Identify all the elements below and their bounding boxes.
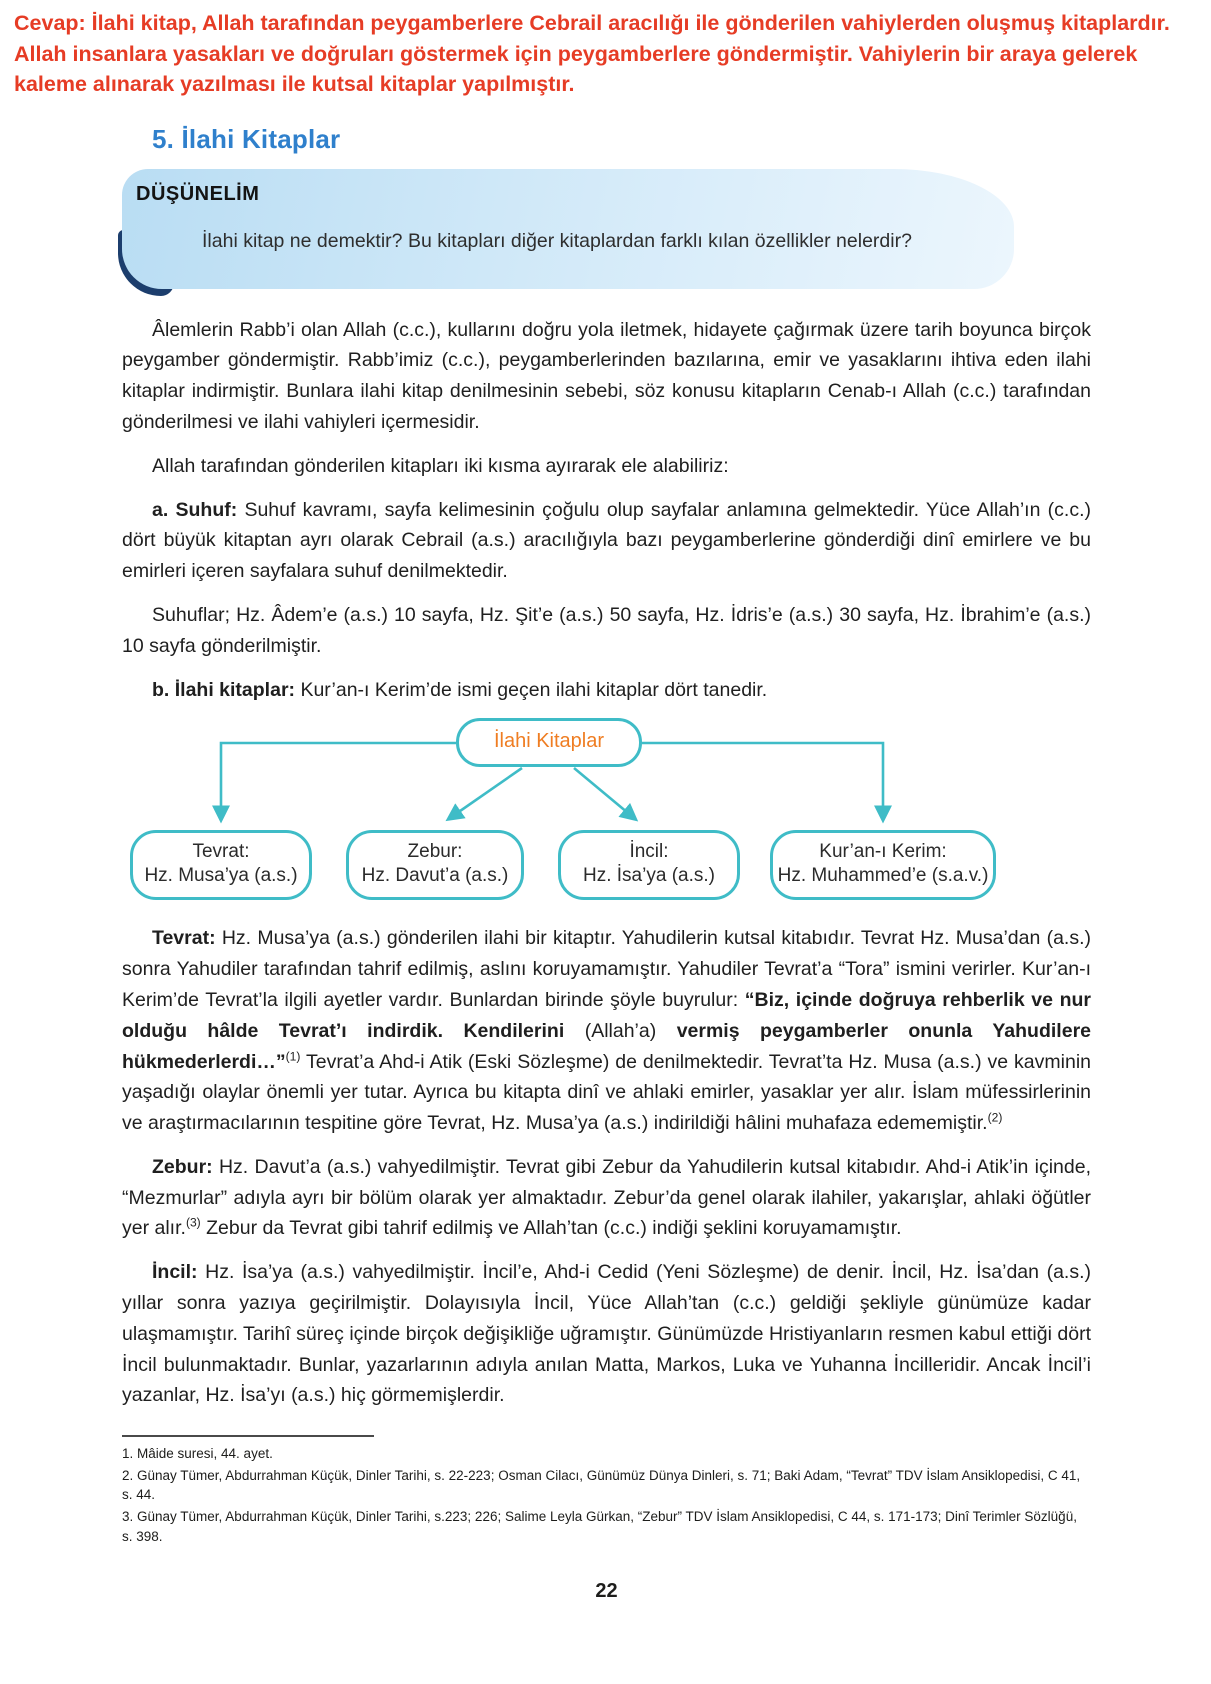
diagram-box-kuran-title: Kur’an-ı Kerim:: [819, 841, 947, 863]
paragraph-suhuf: a. Suhuf: Suhuf kavramı, sayfa kelimesinin çoğulu olup sayfalar anlamına gelmektedir. Yüce Allah’ın (c.c.) dört büyük kitaptan ayrı olarak Cebrail (a.s.) aracılığıyla bazı peygamberlerine gönderdiği dinî emirlere ve bu emirleri içeren sayfalara suhuf denilmektedir.: [122, 498, 1092, 583]
footnote-divider: [122, 1435, 374, 1437]
paragraph-two-kinds: Allah tarafından gönderilen kitapları iki kısma ayırarak ele alabiliriz:: [152, 454, 729, 477]
diagram-root-bubble: [456, 718, 642, 767]
diagram-box-zebur: [346, 830, 524, 900]
footnote-3: 3. Günay Tümer, Abdurrahman Küçük, Dinler Tarihi, s.223; 226; Salime Leyla Gürkan, “Zebur” TDV İslam Ansiklopedisi, C 44, s. 171-173; Dinî Terimler Sözlüğü, s. 398.: [122, 1508, 1077, 1544]
think-box: [122, 169, 1014, 289]
diagram-box-zebur-subtitle: Hz. Davut’a (a.s.): [361, 865, 509, 887]
think-box-bubble: [122, 169, 1014, 289]
diagram-root-label: İlahi Kitaplar: [493, 730, 605, 753]
section-heading: 5. İlahi Kitaplar: [152, 123, 341, 154]
ilahi-kitaplar-diagram: [122, 718, 1091, 903]
diagram-box-kuran: [770, 830, 996, 900]
footnotes: [122, 1435, 1091, 1546]
think-box-title: DÜŞÜNELİM: [136, 182, 260, 205]
diagram-box-kuran-subtitle: Hz. Muhammed’e (s.a.v.): [777, 865, 989, 887]
diagram-box-incil-subtitle: Hz. İsa’ya (a.s.): [583, 865, 715, 887]
page-number: 22: [595, 1580, 618, 1603]
paragraph-incil: İncil: Hz. İsa’ya (a.s.) vahyedilmiştir. İncil’e, Ahd-i Cedid (Yeni Sözleşme) de denir. İncil, Hz. İsa’dan (a.s.) yıllar sonra yazıya geçirilmiştir. Dolayısıyla İncil, Yüce Allah’tan (c.c.) geldiği şekliyle günümüze kadar ulaşmamıştır. Tarihî süreç içinde birçok değişikliğe uğramıştır. Günümüzde Hristiyanların resmen kabul ettiği dört İncil bulunmaktadır. Bunlar, yazarlarının adıyla anılan Matta, Markos, Luka ve Yuhanna İncilleridir. Ancak İncil’i yazanlar, Hz. İsa’yı (a.s.) hiç görmemişlerdir.: [122, 1261, 1092, 1407]
diagram-box-tevrat-subtitle: Hz. Musa’ya (a.s.): [144, 865, 298, 887]
paragraph-zebur: Zebur: Hz. Davut’a (a.s.) vahyedilmiştir. Tevrat gibi Zebur da Yahudilerin kutsal kitabıdır. Ahd-i Atik’in içinde, “Mezmurlar” adıyla ayrı bir bölüm olarak yer almaktadır. Zebur’da genel olarak ilahiler, yakarışlar, ahlaki öğütler yer alır.$^{(3)}$ Zebur da Tevrat gibi tahrif edilmiş ve Allah’tan (c.c.) indiği şeklini koruyamamıştır.: [122, 1155, 1091, 1240]
diagram-box-zebur-title: Zebur:: [407, 841, 463, 863]
diagram-box-incil: [558, 830, 740, 900]
paragraph-ilahi-kitaplar: b. İlahi kitaplar: Kur’an-ı Kerim’de ismi geçen ilahi kitaplar dört tanedir.: [152, 678, 768, 701]
page-content: [122, 124, 1091, 1604]
answer-note: Cevap: İlahi kitap, Allah tarafından peygamberlere Cebrail aracılığı ile gönderilen vahiylerden oluşmuş kitaplardır. Allah insanlara yasakları ve doğruları göstermek için peygamberlere göndermiştir. Vahiylerin bir araya gelerek kaleme alınarak yazılması ile kutsal kitaplar yapılmıştır.: [14, 11, 1170, 97]
footnote-1: 1. Mâide suresi, 44. ayet.: [122, 1446, 273, 1462]
paragraph-tevrat: Tevrat: Hz. Musa’ya (a.s.) gönderilen ilahi bir kitaptır. Yahudilerin kutsal kitabıdır. Tevrat Hz. Musa’dan (a.s.) sonra Yahudiler tarafından tahrif edilmiş, aslını koruyamamıştır. Yahudiler Tevrat’a “Tora” ismini verirler. Kur’an-ı Kerim’de Tevrat’la ilgili ayetler vardır. Bunlardan birinde şöyle buyrulur: “Biz, içinde doğruya rehberlik ve nur olduğu hâlde Tevrat’ı indirdik. Kendilerini (Allah’a) vermiş peygamberler onunla Yahudilere hükmederlerdi…”$^{(1)}$ Tevrat’a Ahd-i Atik (Eski Sözleşme) de denilmektedir. Tevrat’ta Hz. Musa (a.s.) ve kavminin yaşadığı olaylar önemli yer tutar. Ayrıca bu kitapta dinî ve ahlaki emirler, yasaklar yer alır. İslam müfessirlerinin ve araştırmacılarının tespitine göre Tevrat, Hz. Musa’ya (a.s.) indirildiği hâlini muhafaza edememiştir.$^{(2)}$: [122, 927, 1091, 1135]
paragraph-intro: Âlemlerin Rabb’i olan Allah (c.c.), kullarını doğru yola iletmek, hidayete çağırmak üzere tarih boyunca birçok peygamber göndermiştir. Rabb’imiz (c.c.), peygamberlerinden bazılarına, emir ve yasaklarını ihtiva eden ilahi kitaplar indirmiştir. Bunlara ilahi kitap denilmesinin sebebi, söz konusu kitapların Cenab-ı Allah (c.c.) tarafından gönderilmesi ve ilahi vahiyleri içermesidir.: [122, 318, 1091, 433]
diagram-box-tevrat: [130, 830, 312, 900]
paragraph-suhuf-counts: Suhuflar; Hz. Âdem’e (a.s.) 10 sayfa, Hz. Şit’e (a.s.) 50 sayfa, Hz. İdris’e (a.s.) 30 sayfa, Hz. İbrahim’e (a.s.) 10 sayfa gönderilmiştir.: [122, 603, 1091, 657]
diagram-box-tevrat-title: Tevrat:: [192, 841, 250, 863]
diagram-box-incil-title: İncil:: [629, 841, 669, 863]
think-box-question: İlahi kitap ne demektir? Bu kitapları diğer kitaplardan farklı kılan özellikler nelerdir?: [202, 229, 912, 252]
footnote-2: 2. Günay Tümer, Abdurrahman Küçük, Dinler Tarihi, s. 22-223; Osman Cilacı, Günümüz Dünya Dinleri, s. 71; Baki Adam, “Tevrat” TDV İslam Ansiklopedisi, C 41, s. 44.: [122, 1467, 1081, 1503]
